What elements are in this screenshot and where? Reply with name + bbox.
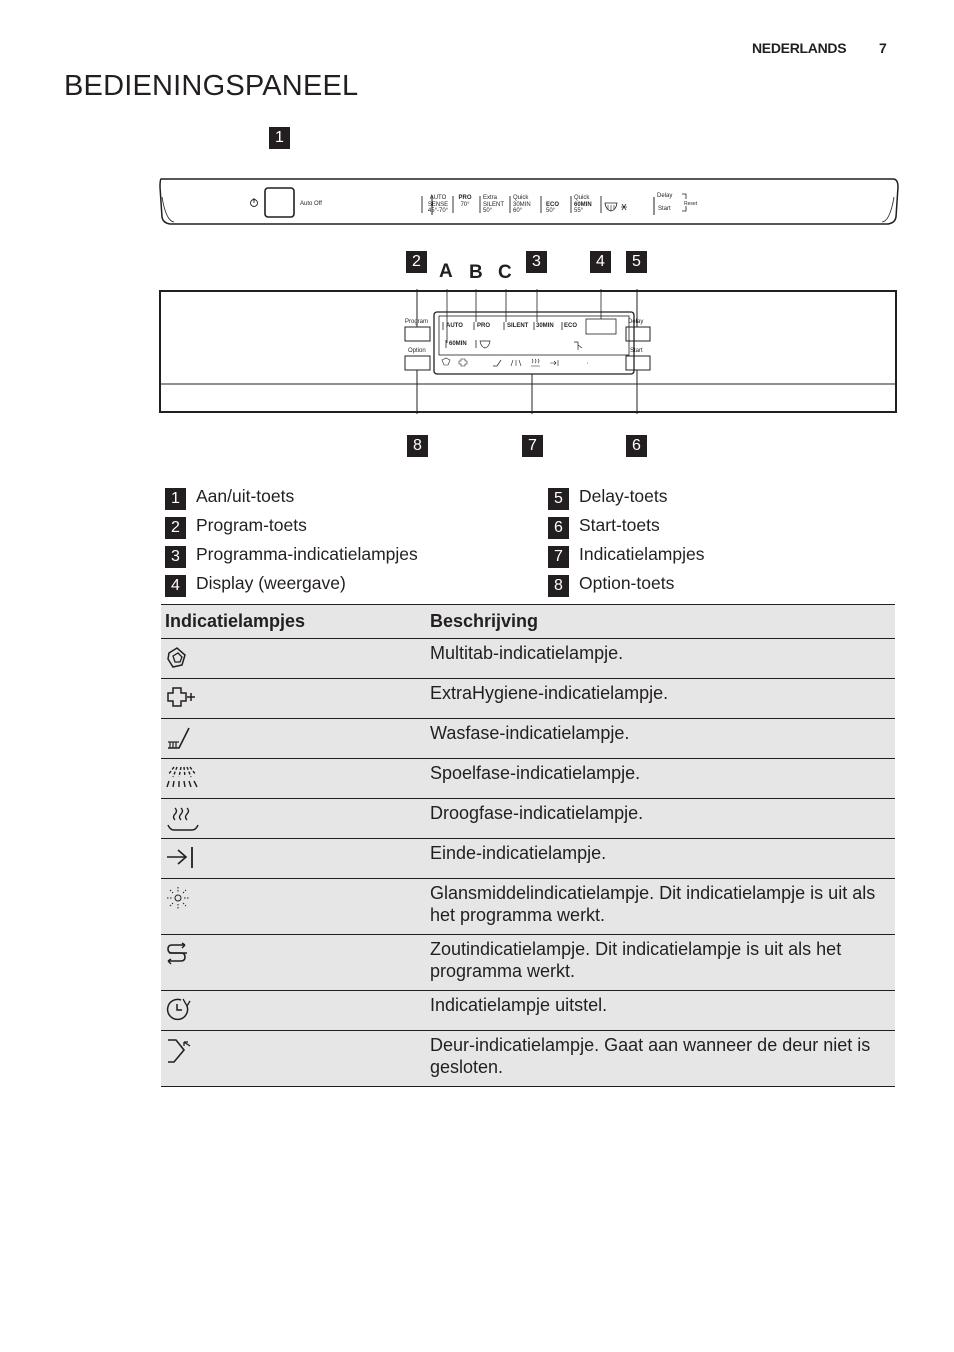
program-line: 55° [574,208,584,214]
start-label-top[interactable]: Start [658,206,671,212]
program-line: 60MIN [574,201,592,208]
icon-cell [161,839,426,879]
legend-label: Start-toets [579,515,660,535]
legend-num: 5 [548,488,569,510]
callout-3: 3 [526,251,547,273]
icon-cell [161,879,426,935]
column-header: Indicatielampjes [161,605,426,639]
callout-8: 8 [407,435,428,457]
power-button[interactable] [246,186,300,220]
extrahygiene-icon [165,685,197,711]
reset-label: Reset [684,201,698,207]
icon-cell [161,991,426,1031]
program-button-label[interactable]: Program [405,319,429,325]
icon-cell [161,935,426,991]
legend-label: Program-toets [196,515,307,535]
description: Glansmiddelindicatielampje. Dit indicatielampje is uit als het programma werkt. [426,879,895,935]
extra-option-icons [603,200,629,214]
callout-7: 7 [522,435,543,457]
legend-label: Indicatielampjes [579,544,705,564]
program-line: AUTO [429,195,447,201]
table-row [161,1031,895,1087]
display-program-pro: PRO [477,323,491,329]
door-icon [165,1037,195,1065]
description: Deur-indicatielampje. Gaat aan wanneer de deur niet is gesloten. [426,1031,895,1087]
icon-cell [161,799,426,839]
display-indicators [440,320,588,380]
legend-label: Aan/uit-toets [196,486,295,506]
icon-cell [161,1031,426,1087]
end-icon [165,845,197,871]
salt-icon [165,941,193,969]
program-line: 50° [483,208,493,214]
callout-1: 1 [269,127,290,149]
table-row [161,719,895,759]
callout-5: 5 [626,251,647,273]
table-row [161,799,895,839]
icon-cell [161,679,426,719]
description: ExtraHygiene-indicatielampje. [426,679,895,719]
legend-label: Delay-toets [579,486,668,506]
program-line: 60° [513,208,523,214]
legend-label: Programma-indicatielampjes [196,544,418,564]
description: Wasfase-indicatielampje. [426,719,895,759]
column-header: Beschrijving [426,605,895,639]
table-row [161,639,895,679]
program-line: 50° [546,208,556,214]
delay-icon [165,997,193,1025]
legend-num: 1 [165,488,186,510]
auto-off-label: Auto Off [300,201,322,207]
table-row [161,759,895,799]
description: Zoutindicatielampje. Dit indicatielampje is uit als het programma werkt. [426,935,895,991]
legend-num: 8 [548,575,569,597]
icon-cell [161,759,426,799]
delay-label-top[interactable]: Delay [657,193,673,199]
table-row [161,879,895,935]
legend-label: Display (weergave) [196,573,346,593]
header-language: NEDERLANDS [752,40,847,56]
drying-phase-icon [165,805,201,833]
display-program-30min: 30MIN [536,323,554,329]
display-program-silent: SILENT [507,323,529,329]
display-program-60min: 60MIN [449,341,467,347]
legend-num: 2 [165,517,186,539]
program-separators [421,195,631,215]
program-line: 30MIN [513,201,531,208]
legend-num: 4 [165,575,186,597]
program-line: 70° [460,201,470,208]
legend-num: 3 [165,546,186,568]
program-line: Quick [513,195,529,201]
legend-num: 6 [548,517,569,539]
letter-b: B [469,262,483,283]
program-line: 45°-70° [427,208,449,214]
rinse-phase-icon [165,765,199,791]
start-button-label[interactable]: Start [630,348,643,354]
legend-label: Option-toets [579,573,675,593]
callout-4: 4 [590,251,611,273]
icon-cell [161,719,426,759]
description: Indicatielampje uitstel. [426,991,895,1031]
page-number: 7 [879,40,887,56]
description: Einde-indicatielampje. [426,839,895,879]
wash-phase-icon [165,725,193,753]
multitab-icon [165,645,189,671]
table-row [161,991,895,1031]
display-program-eco: ECO [564,323,578,329]
description: Spoelfase-indicatielampje. [426,759,895,799]
program-line: PRO [458,195,472,201]
letter-c: C [498,262,512,283]
table-row [161,935,895,991]
display-program-auto: AUTO [446,323,463,329]
program-line: Quick [574,195,590,201]
table-header-row [161,605,895,639]
program-line: SENSE [427,201,449,208]
program-line: Extra [483,195,498,201]
letter-a: A [439,261,453,282]
indicator-table [161,604,895,1087]
table-row [161,679,895,719]
callout-6: 6 [626,435,647,457]
program-line: SILENT [483,201,505,208]
legend-num: 7 [548,546,569,568]
program-line: ECO [546,201,560,208]
option-button-label[interactable]: Option [408,348,426,354]
icon-cell [161,639,426,679]
description: Multitab-indicatielampje. [426,639,895,679]
callout-2: 2 [406,251,427,273]
rinse-aid-icon [165,885,193,913]
description: Droogfase-indicatielampje. [426,799,895,839]
delay-button-label[interactable]: Delay [628,319,644,325]
page-title: BEDIENINGSPANEEL [64,70,359,102]
table-row [161,839,895,879]
